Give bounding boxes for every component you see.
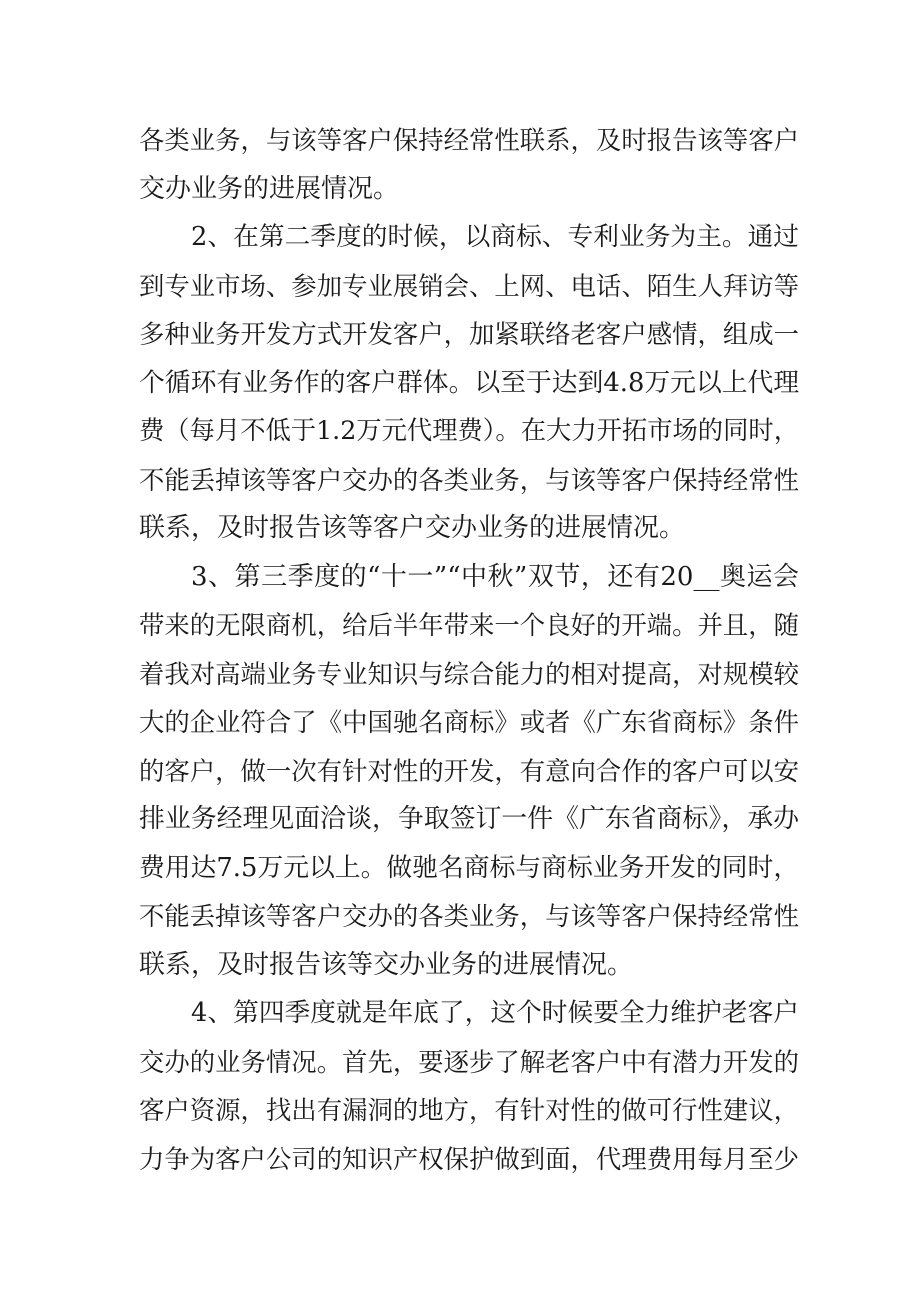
text-line: 不能丢掉该等客户交办的各类业务，与该等客户保持经常性 [139,901,799,931]
text-line: 2、在第二季度的时候，以商标、专利业务为主。通过 [191,222,799,252]
text-line: 费用达7.5万元以上。做驰名商标与商标业务开发的同时， [139,852,800,883]
text-line: 着我对高端业务专业知识与综合能力的相对提高，对规模较 [139,658,799,689]
text-line: 大的企业符合了《中国驰名商标》或者《广东省商标》条件 [139,707,799,737]
text-line: 3、第三季度的“十一”“中秋”双节，还有20__奥运会 [191,561,799,592]
text-line: 客户资源，找出有漏洞的地方，有针对性的做可行性建议， [139,1095,799,1125]
text-line: 费（每月不低于1.2万元代理费）。在大力开拓市场的同时， [139,416,799,445]
paragraph-continuation [139,116,799,213]
text-line: 联系，及时报告该等客户交办业务的进展情况。 [139,513,686,543]
text-line: 各类业务，与该等客户保持经常性联系，及时报告该等客户 [139,125,799,155]
text-line: 到专业市场、参加专业展销会、上网、电话、陌生人拜访等 [139,270,799,301]
text-line: 联系，及时报告该等交办业务的进展情况。 [139,949,634,980]
text-line: 带来的无限商机，给后半年带来一个良好的开端。并且，随 [139,610,799,640]
text-line: 个循环有业务作的客户群体。以至于达到4.8万元以上代理 [139,367,800,398]
text-line: 力争为客户公司的知识产权保护做到面，代理费用每月至少 [139,1143,799,1174]
text-line: 不能丢掉该等客户交办的各类业务，与该等客户保持经常性 [139,464,799,495]
text-line: 多种业务开发方式开发客户，加紧联络老客户感情，组成一 [139,319,799,349]
text-line: 交办的业务情况。首先，要逐步了解老客户中有潜力开发的 [139,1046,799,1077]
text-line: 4、第四季度就是年底了，这个时候要全力维护老客户 [191,998,799,1028]
paragraph-q3 [139,553,799,990]
text-line: 交办业务的进展情况。 [139,173,400,204]
document-body [139,116,799,1183]
text-line: 排业务经理见面洽谈，争取签订一件《广东省商标》，承办 [139,804,799,834]
paragraph-q2 [139,213,799,553]
paragraph-q4 [139,989,799,1183]
text-line: 的客户，做一次有针对性的开发，有意向合作的客户可以安 [139,755,799,786]
